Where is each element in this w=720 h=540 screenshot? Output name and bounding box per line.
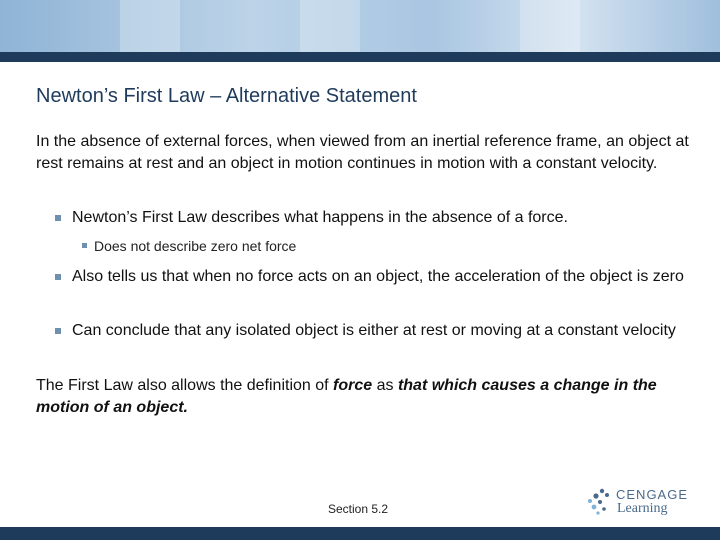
bullet-text: Newton’s First Law describes what happens in the absence of a force. xyxy=(72,209,568,226)
footer-bar xyxy=(0,527,720,540)
bullet-marker xyxy=(55,328,61,334)
cengage-logo xyxy=(586,487,698,519)
force-definition: that which causes a change in the motion of an object. xyxy=(36,377,657,416)
bullet-text: Can conclude that any isolated object is either at rest or moving at a constant velocity xyxy=(72,322,676,339)
header-banner xyxy=(0,0,720,52)
closing-paragraph xyxy=(36,375,696,419)
banner-tile xyxy=(300,0,360,52)
section-label: Section 5.2 xyxy=(328,502,389,516)
slide-title: Newton’s First Law – Alternative Statement xyxy=(36,85,417,107)
bullet-marker xyxy=(82,243,87,248)
intro-paragraph: In the absence of external forces, when viewed from an inertial reference frame, an object at rest remains at rest and an object in motion continues in motion with a constant velocity. xyxy=(36,133,689,172)
closing-text: The First Law also allows the definition of xyxy=(36,377,334,394)
sub-bullet-text: Does not describe zero net force xyxy=(94,238,297,254)
banner-tile xyxy=(120,0,180,52)
header-strip xyxy=(0,52,720,62)
force-term: force xyxy=(333,377,373,394)
banner-tile xyxy=(520,0,580,52)
closing-text: as xyxy=(372,377,398,394)
sub-bullet-item xyxy=(82,237,682,255)
logo-brand-text: CENGAGE xyxy=(616,487,689,502)
bullet-item xyxy=(55,207,695,229)
bullet-text: Also tells us that when no force acts on an object, the acceleration of the object is zero xyxy=(72,268,684,285)
logo-sub-text: Learning xyxy=(617,501,668,516)
logo-dots-icon xyxy=(586,487,612,517)
bullet-marker xyxy=(55,215,61,221)
bullet-item xyxy=(55,320,695,342)
bullet-item xyxy=(55,266,695,288)
bullet-marker xyxy=(55,274,61,280)
